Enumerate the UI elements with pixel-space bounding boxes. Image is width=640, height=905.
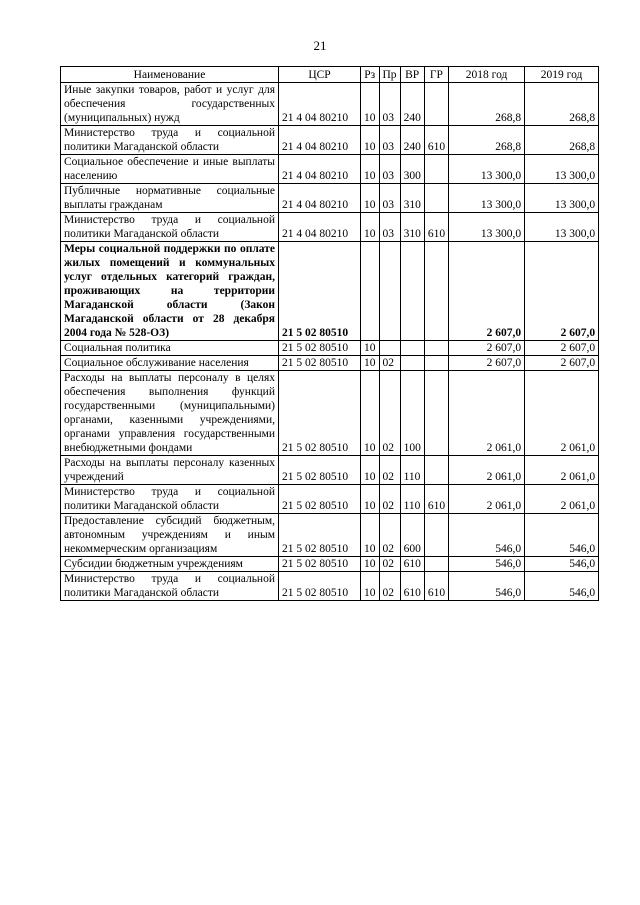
cell-pr: 02 (379, 371, 400, 456)
cell-year-2019: 2 607,0 (525, 341, 599, 356)
cell-year-2019: 2 607,0 (525, 242, 599, 341)
cell-vr: 100 (400, 371, 424, 456)
table-row (61, 83, 599, 126)
cell-csr: 21 4 04 80210 (279, 213, 361, 242)
table-row (61, 456, 599, 485)
cell-rz: 10 (361, 356, 380, 371)
page-number: 21 (313, 38, 327, 53)
cell-pr: 03 (379, 155, 400, 184)
cell-rz: 10 (361, 557, 380, 572)
cell-name: Расходы на выплаты персоналу казенных учреждений (61, 456, 279, 485)
cell-vr: 110 (400, 485, 424, 514)
cell-pr: 02 (379, 557, 400, 572)
header-name: Наименование (61, 67, 279, 83)
cell-vr: 600 (400, 514, 424, 557)
cell-year-2018: 546,0 (449, 514, 525, 557)
cell-year-2019: 2 061,0 (525, 371, 599, 456)
header-rz: Рз (361, 67, 380, 83)
table-row (61, 184, 599, 213)
cell-year-2018: 2 061,0 (449, 371, 525, 456)
cell-csr: 21 4 04 80210 (279, 126, 361, 155)
header-pr: Пр (379, 67, 400, 83)
cell-gr: 610 (424, 126, 448, 155)
cell-name: Министерство труда и социальной политики Магаданской области (61, 485, 279, 514)
cell-pr: 03 (379, 83, 400, 126)
cell-year-2019: 13 300,0 (525, 213, 599, 242)
cell-csr: 21 5 02 80510 (279, 456, 361, 485)
cell-year-2019: 268,8 (525, 126, 599, 155)
cell-year-2018: 2 061,0 (449, 485, 525, 514)
cell-pr: 03 (379, 126, 400, 155)
table-row (61, 485, 599, 514)
cell-csr: 21 5 02 80510 (279, 557, 361, 572)
cell-csr: 21 5 02 80510 (279, 514, 361, 557)
cell-gr (424, 371, 448, 456)
table-header-row (61, 67, 599, 83)
table-row (61, 126, 599, 155)
cell-year-2019: 546,0 (525, 572, 599, 601)
cell-rz: 10 (361, 371, 380, 456)
cell-vr: 300 (400, 155, 424, 184)
cell-name: Публичные нормативные социальные выплаты гражданам (61, 184, 279, 213)
table-row (61, 356, 599, 371)
cell-vr (400, 341, 424, 356)
table-row (61, 371, 599, 456)
cell-csr: 21 4 04 80210 (279, 184, 361, 213)
cell-gr (424, 356, 448, 371)
cell-year-2018: 13 300,0 (449, 184, 525, 213)
cell-pr (379, 242, 400, 341)
cell-name: Расходы на выплаты персоналу в целях обеспечения выполнения функций государственными (муниципальными) органами, казенными учреждениями, органами управления государственными внебюджетными фондами (61, 371, 279, 456)
cell-vr: 610 (400, 572, 424, 601)
cell-year-2018: 2 607,0 (449, 341, 525, 356)
cell-rz (361, 242, 380, 341)
cell-year-2018: 546,0 (449, 572, 525, 601)
cell-year-2019: 2 607,0 (525, 356, 599, 371)
cell-gr (424, 83, 448, 126)
cell-year-2018: 2 061,0 (449, 456, 525, 485)
table-body (61, 83, 599, 601)
cell-name: Министерство труда и социальной политики Магаданской области (61, 126, 279, 155)
cell-rz: 10 (361, 572, 380, 601)
table-row (61, 213, 599, 242)
cell-csr: 21 4 04 80210 (279, 155, 361, 184)
cell-csr: 21 5 02 80510 (279, 242, 361, 341)
budget-table (60, 66, 599, 601)
cell-gr (424, 242, 448, 341)
cell-year-2019: 268,8 (525, 83, 599, 126)
cell-gr (424, 155, 448, 184)
cell-name: Социальная политика (61, 341, 279, 356)
cell-rz: 10 (361, 341, 380, 356)
cell-rz: 10 (361, 456, 380, 485)
cell-vr (400, 356, 424, 371)
header-vr: ВР (400, 67, 424, 83)
table-row (61, 155, 599, 184)
cell-name: Иные закупки товаров, работ и услуг для обеспечения государственных (муниципальных) нужд (61, 83, 279, 126)
cell-gr (424, 341, 448, 356)
cell-name: Социальное обеспечение и иные выплаты населению (61, 155, 279, 184)
cell-pr (379, 341, 400, 356)
cell-vr: 610 (400, 557, 424, 572)
cell-gr: 610 (424, 213, 448, 242)
cell-year-2019: 546,0 (525, 514, 599, 557)
table-row (61, 242, 599, 341)
cell-name: Субсидии бюджетным учреждениям (61, 557, 279, 572)
cell-vr: 110 (400, 456, 424, 485)
cell-name: Министерство труда и социальной политики Магаданской области (61, 213, 279, 242)
cell-rz: 10 (361, 184, 380, 213)
table-row (61, 514, 599, 557)
cell-gr (424, 456, 448, 485)
cell-vr: 310 (400, 213, 424, 242)
table-row (61, 341, 599, 356)
cell-csr: 21 5 02 80510 (279, 572, 361, 601)
cell-year-2019: 2 061,0 (525, 456, 599, 485)
cell-gr (424, 514, 448, 557)
cell-pr: 02 (379, 485, 400, 514)
header-gr: ГР (424, 67, 448, 83)
cell-pr: 03 (379, 213, 400, 242)
cell-csr: 21 5 02 80510 (279, 356, 361, 371)
cell-pr: 02 (379, 356, 400, 371)
cell-vr: 310 (400, 184, 424, 213)
cell-csr: 21 4 04 80210 (279, 83, 361, 126)
cell-csr: 21 5 02 80510 (279, 485, 361, 514)
cell-pr: 03 (379, 184, 400, 213)
cell-rz: 10 (361, 485, 380, 514)
cell-rz: 10 (361, 83, 380, 126)
cell-gr (424, 184, 448, 213)
table-row (61, 557, 599, 572)
cell-csr: 21 5 02 80510 (279, 341, 361, 356)
cell-gr (424, 557, 448, 572)
cell-name: Меры социальной поддержки по оплате жилых помещений и коммунальных услуг отдельных категорий граждан, проживающих на территории Магаданской области (Закон Магаданской области от 28 декабря 2004 года № 528-ОЗ) (61, 242, 279, 341)
cell-year-2018: 268,8 (449, 126, 525, 155)
cell-name: Министерство труда и социальной политики Магаданской области (61, 572, 279, 601)
cell-year-2018: 13 300,0 (449, 155, 525, 184)
cell-pr: 02 (379, 514, 400, 557)
cell-year-2018: 2 607,0 (449, 242, 525, 341)
cell-gr: 610 (424, 485, 448, 514)
cell-vr: 240 (400, 83, 424, 126)
cell-pr: 02 (379, 572, 400, 601)
cell-rz: 10 (361, 126, 380, 155)
table-row (61, 572, 599, 601)
header-2019: 2019 год (525, 67, 599, 83)
cell-vr (400, 242, 424, 341)
cell-rz: 10 (361, 155, 380, 184)
cell-year-2019: 546,0 (525, 557, 599, 572)
cell-year-2018: 13 300,0 (449, 213, 525, 242)
cell-name: Социальное обслуживание населения (61, 356, 279, 371)
cell-name: Предоставление субсидий бюджетным, автономным учреждениям и иным некоммерческим организациям (61, 514, 279, 557)
cell-rz: 10 (361, 213, 380, 242)
header-2018: 2018 год (449, 67, 525, 83)
cell-year-2018: 546,0 (449, 557, 525, 572)
cell-csr: 21 5 02 80510 (279, 371, 361, 456)
cell-pr: 02 (379, 456, 400, 485)
cell-year-2018: 2 607,0 (449, 356, 525, 371)
header-csr: ЦСР (279, 67, 361, 83)
cell-year-2018: 268,8 (449, 83, 525, 126)
cell-vr: 240 (400, 126, 424, 155)
cell-year-2019: 13 300,0 (525, 155, 599, 184)
cell-gr: 610 (424, 572, 448, 601)
cell-year-2019: 13 300,0 (525, 184, 599, 213)
cell-rz: 10 (361, 514, 380, 557)
cell-year-2019: 2 061,0 (525, 485, 599, 514)
